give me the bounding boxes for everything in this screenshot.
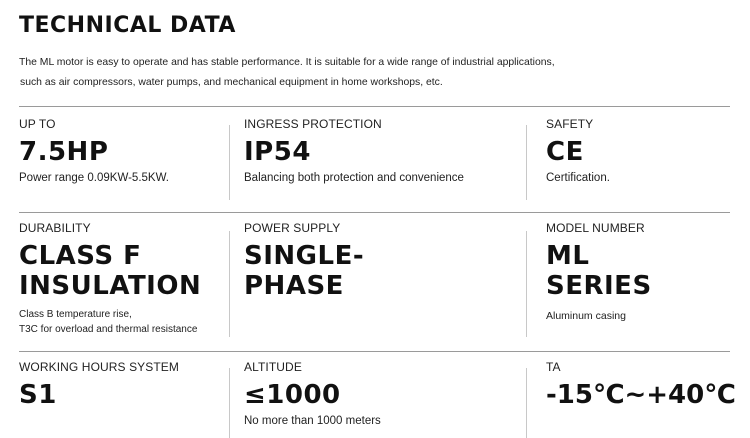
- spec-cell-safety: [546, 117, 610, 185]
- spec-label: TA: [546, 360, 561, 374]
- spec-value: CE: [546, 137, 584, 167]
- column-divider: [229, 125, 230, 200]
- spec-value: 7.5HP: [19, 137, 109, 167]
- spec-description: Balancing both protection and convenience: [244, 172, 464, 184]
- intro-text: [19, 53, 719, 93]
- spec-cell-model-number: [546, 221, 652, 323]
- spec-cell-working-hours: [19, 360, 179, 410]
- divider-top: [19, 106, 730, 107]
- column-divider: [526, 231, 527, 337]
- spec-label: POWER SUPPLY: [244, 221, 341, 235]
- spec-value: ≤1000: [244, 380, 341, 410]
- column-divider: [526, 368, 527, 438]
- divider-row-1: [19, 212, 730, 213]
- spec-label: ALTITUDE: [244, 360, 302, 374]
- divider-row-2: [19, 351, 730, 352]
- spec-description: No more than 1000 meters: [244, 415, 381, 427]
- spec-description: Power range 0.09KW-5.5KW.: [19, 172, 169, 184]
- spec-cell-altitude: [244, 360, 381, 428]
- spec-label: INGRESS PROTECTION: [244, 117, 382, 131]
- spec-description: Aluminum casing: [546, 310, 626, 322]
- spec-value: -15℃~+40℃: [546, 380, 736, 410]
- spec-label: SAFETY: [546, 117, 594, 131]
- spec-cell-ambient-temperature: [546, 360, 736, 410]
- spec-label: DURABILITY: [19, 221, 91, 235]
- spec-value: ML SERIES: [546, 241, 652, 301]
- intro-line-1: The ML motor is easy to operate and has stable performance. It is suitable for a wide range of industrial applications,: [19, 57, 555, 68]
- spec-value: IP54: [244, 137, 311, 167]
- column-divider: [229, 368, 230, 438]
- spec-cell-power-supply: [244, 221, 364, 301]
- spec-cell-power: [19, 117, 169, 185]
- spec-description: Certification.: [546, 172, 610, 184]
- spec-cell-ingress-protection: [244, 117, 464, 185]
- spec-label: UP TO: [19, 117, 56, 131]
- column-divider: [229, 231, 230, 337]
- column-divider: [526, 125, 527, 200]
- spec-label: WORKING HOURS SYSTEM: [19, 360, 180, 374]
- page-title: TECHNICAL DATA: [19, 13, 236, 38]
- spec-value: S1: [19, 380, 57, 410]
- spec-label: MODEL NUMBER: [546, 221, 645, 235]
- spec-cell-durability: [19, 221, 201, 337]
- intro-line-2: such as air compressors, water pumps, and mechanical equipment in home workshops, etc.: [20, 77, 443, 88]
- spec-value: SINGLE- PHASE: [244, 241, 365, 301]
- spec-description: Class B temperature rise, T3C for overload and thermal resistance: [19, 309, 198, 335]
- spec-value: CLASS F INSULATION: [19, 241, 202, 301]
